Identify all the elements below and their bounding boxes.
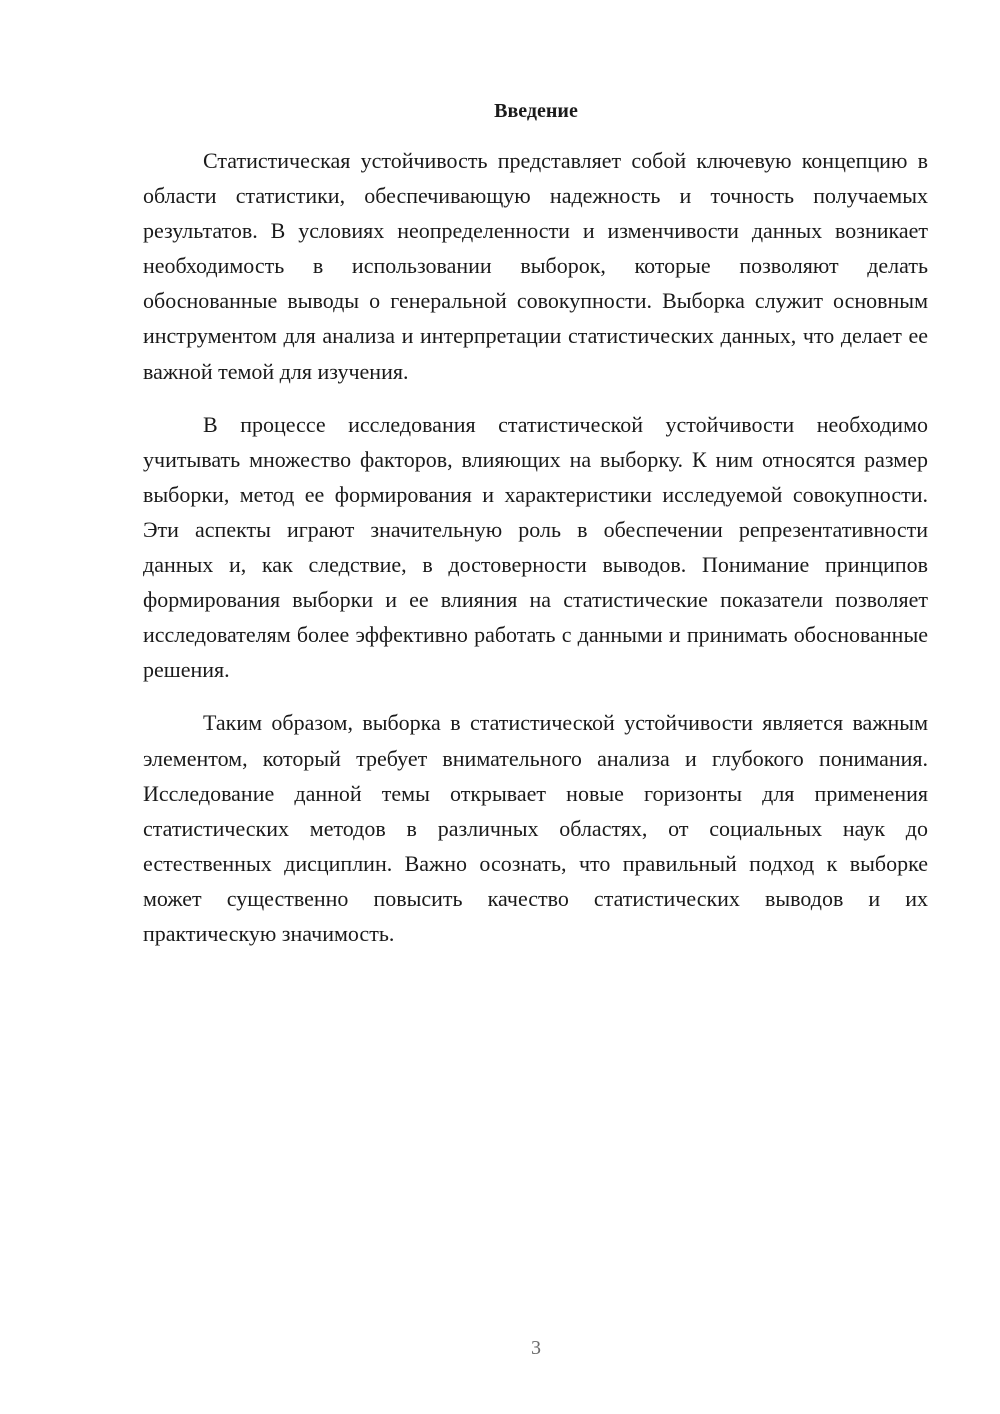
section-title: Введение <box>494 100 578 122</box>
page-number: 3 <box>531 1337 541 1359</box>
body-text <box>143 143 928 969</box>
paragraph: Статистическая устойчивость представляет собой ключевую концепцию в области статистики, обеспечивающую надежность и точность получаемых результатов. В условиях неопределенности и изменчивости данных возникает необходимость в использовании выборок, которые позволяют делать обоснованные выводы о генеральной совокупности. Выборка служит основным инструментом для анализа и интерпретации статистических данных, что делает ее важной темой для изучения. <box>143 148 928 384</box>
paragraph: Таким образом, выборка в статистической устойчивости является важным элементом, который требует внимательного анализа и глубокого понимания. Исследование данной темы открывает новые горизонты для применения статистических методов в различных областях, от социальных наук до естественных дисциплин. Важно осознать, что правильный подход к выборке может существенно повысить качество статистических выводов и их практическую значимость. <box>143 710 928 946</box>
paragraph: В процессе исследования статистической устойчивости необходимо учитывать множество факторов, влияющих на выборку. К ним относятся размер выборки, метод ее формирования и характеристики исследуемой совокупности. Эти аспекты играют значительную роль в обеспечении репрезентативности данных и, как следствие, в достоверности выводов. Понимание принципов формирования выборки и ее влияния на статистические показатели позволяет исследователям более эффективно работать с данными и принимать обоснованные решения. <box>143 411 928 683</box>
